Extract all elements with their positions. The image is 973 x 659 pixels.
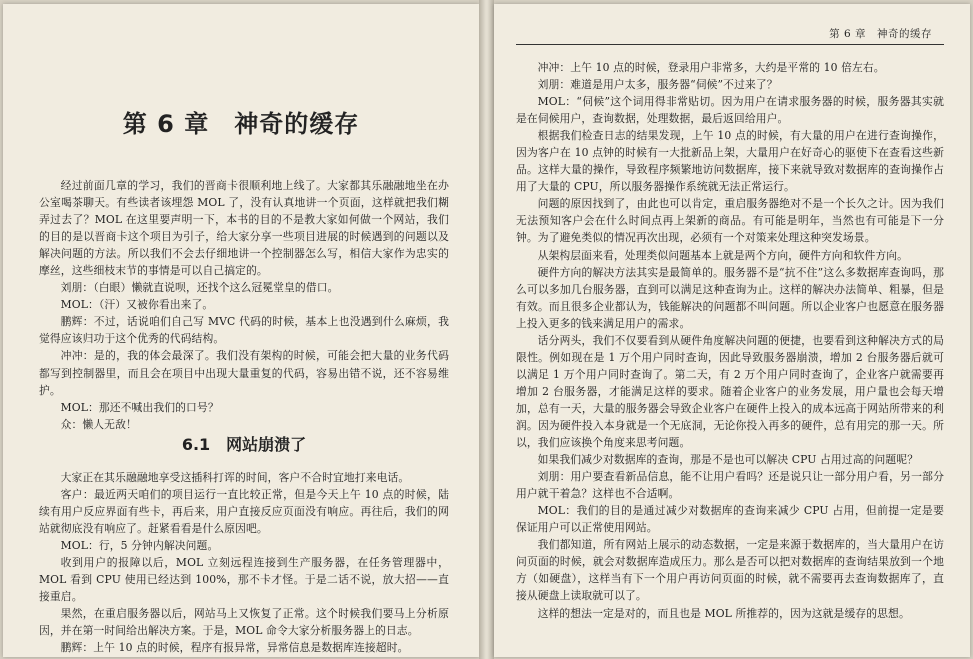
section-title: 6.1 网站崩溃了 (181, 435, 307, 454)
paragraph: 客户：最近两天咱们的项目运行一直比较正常，但是今天上午 10 点的时候，陆续有用户反应界面有些卡，再后来，用户直接反应页面没有响应。再往后，我们的网站就彻底没有响应了。赶紧看看是什么原因吧。 (39, 488, 449, 536)
paragraph: MOL：那还不喊出我们的口号？ (60, 400, 219, 414)
paragraph: 刘朋：用户要查看新品信息，能不让用户看吗？还是说只让一部分用户看，另一部分用户就干着急？这样也不合适啊。 (516, 470, 944, 501)
paragraph: MOL：（汗）又被你看出来了。 (60, 298, 214, 312)
chapter-intro (39, 177, 449, 433)
paragraph: 经过前面几章的学习，我们的晋商卡很顺利地上线了。大家都其乐融融地坐在办公室喝茶聊天。有些读者该埋怨 MOL 了，没有认真地讲一个页面，这样就把我们糊弄过去了？MOL 在这里要声明一下，本书的目的不是教大家如何做一个网站，我们的目的是以晋商卡这个项目为引子，给大家分享一些项目进展的时候遇到的问题以及解决问题的方法。所以我们不会去仔细地讲一个控制器怎么写，相信大家作为忠实的摩丝，这些细枝末节的事情是可以自己搞定的。 (39, 179, 449, 278)
paragraph: 鹏辉：上午 10 点的时候，程序有报异常，异常信息是数据库连接超时。 (60, 641, 409, 655)
right-body (516, 59, 944, 622)
paragraph: 冲冲：是的，我的体会最深了。我们没有架构的时候，可能会把大量的业务代码都写到控制器里，而且会在项目中出现大量重复的代码，容易出错不说，还不容易维护。 (39, 349, 449, 397)
paragraph: 问题的原因找到了，由此也可以肯定，重启服务器绝对不是一个长久之计。因为我们无法预知客户会在什么时间点再上架新的商品。有可能是明年，当然也有可能是下一分钟。为了避免类似的情况再次出现，必须有一个对策来处理这种突发场景。 (516, 197, 944, 245)
paragraph: 我们都知道，所有网站上展示的动态数据，一定是来源于数据库的，当大量用户在访问页面的时候，就会对数据库造成压力。那么是否可以把对数据库的查询结果放到一个地方（如硬盘），这样当有下一个用户再访问页面的时候，就不需要再去查询数据库了，直接从硬盘上读取就可以了。 (516, 538, 944, 603)
running-head: 第 6 章 神奇的缓存 (829, 28, 932, 40)
paragraph: MOL：行，5 分钟内解决问题。 (60, 539, 219, 553)
paragraph: 硬件方向的解决方法其实是最简单的。服务器不是“抗不住”这么多数据库查询吗，那么可以多加几台服务器，直到可以满足这种查询为止。这样的解决办法简单、粗暴，但是有效。而且很多企业都认为，钱能解决的问题都不叫问题。所以企业客户也愿意在服务器上投入更多的钱来满足用户的需求。 (516, 265, 944, 330)
paragraph: 从架构层面来看，处理类似问题基本上就是两个方向，硬件方向和软件方向。 (537, 248, 909, 262)
paragraph: 鹏辉：不过，话说咱们自己写 MVC 代码的时候，基本上也没遇到什么麻烦，我觉得应该归功于这个优秀的代码结构。 (39, 315, 449, 346)
paragraph: MOL：我们的目的是通过减少对数据库的查询来减少 CPU 占用，但前提一定是要保证用户可以正常使用网站。 (516, 504, 944, 535)
header-rule (516, 44, 944, 45)
right-page (494, 4, 970, 657)
paragraph: 刘朋：难道是用户太多，服务器“伺候”不过来了？ (537, 78, 778, 92)
paragraph: 冲冲：上午 10 点的时候，登录用户非常多，大约是平常的 10 倍左右。 (537, 61, 885, 74)
paragraph: 如果我们减少对数据库的查询，那是不是也可以解决 CPU 占用过高的问题呢？ (537, 453, 919, 467)
paragraph: 这样的想法一定是对的，而且也是 MOL 所推荐的，因为这就是缓存的思想。 (537, 606, 910, 620)
paragraph: 话分两头，我们不仅要看到从硬件角度解决问题的便捷，也要看到这种解决方式的局限性。例如现在是 1 万个用户同时查询，因此导致服务器崩溃，增加 2 台服务器后就可以满足 1 万个用户同时查询了。第二天，有 2 万个用户同时查询了，企业客户就需要再增加 2 台服务器，才能满足这样的要求。随着企业客户的业务发展，用户量也会每天增加，总有一天，大量的服务器会导致企业客户在硬件上投入的成本远高于网站所带来的利润。因为硬件投入本身就是一个无底洞，无论你投入再多的硬件，总有用完的那一天。所以，我们应该换个角度来思考问题。 (516, 333, 944, 450)
paragraph: 收到用户的报障以后，MOL 立刻远程连接到生产服务器，在任务管理器中，MOL 看到 CPU 使用已经达到 100%，那不卡才怪。于是二话不说，放大招——直接重启。 (39, 556, 449, 604)
paragraph: 刘朋：（白眼）懒就直说呗，还找个这么冠冕堂皇的借口。 (60, 281, 339, 295)
paragraph: 众：懒人无敌！ (60, 417, 137, 431)
book-spine (479, 0, 494, 659)
paragraph: MOL：“伺候”这个词用得非常贴切。因为用户在请求服务器的时候，服务器其实就是在伺候用户，查询数据，处理数据，最后返回给用户。 (516, 95, 944, 126)
section-heading (39, 432, 449, 455)
paragraph: 果然，在重启服务器以后，网站马上又恢复了正常。这个时候我们要马上分析原因，并在第一时间给出解决方案。于是，MOL 命令大家分析服务器上的日志。 (39, 607, 449, 638)
paragraph: 大家正在其乐融融地享受这插科打诨的时间，客户不合时宜地打来电话。 (60, 471, 410, 484)
paragraph: 根据我们检查日志的结果发现，上午 10 点的时候，有大量的用户在进行查询操作，因为客户在 10 点钟的时候有一大批新品上架，大量用户在好奇心的驱使下在查看这些新品。这样大量的操作，导致程序频繁地访问数据库，接下来就导致对数据库的查询操作占用了大量的 CPU，所以服务器操作系统就无法正常运行。 (516, 129, 944, 194)
section-body (39, 469, 449, 657)
left-page (3, 4, 479, 657)
chapter-title: 第 6 章 神奇的缓存 (122, 110, 360, 138)
